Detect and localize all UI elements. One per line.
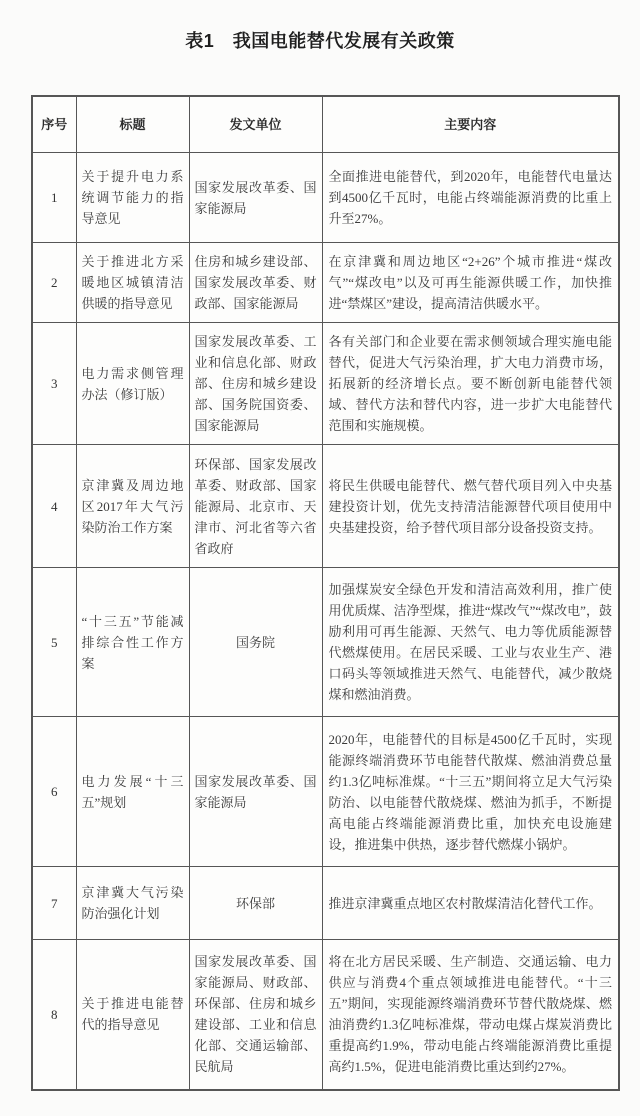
- page-title: 表1 我国电能替代发展有关政策: [185, 31, 455, 51]
- serial-cell: 5: [32, 568, 76, 717]
- table-row: [32, 323, 619, 445]
- content-cell: 加强煤炭安全绿色开发和清洁高效利用，推广使用优质煤、洁净型煤，推进“煤改气”“煤改电”，鼓励利用可再生能源、天然气、电力等优质能源替代燃煤使用。在居民采暖、工业与农业生产、港口码头等领域推进天然气、电能替代，减少散烧煤和燃油消费。: [322, 568, 619, 717]
- content-cell: 2020年，电能替代的目标是4500亿千瓦时，实现能源终端消费环节电能替代散煤、燃油消费总量约1.3亿吨标准煤。“十三五”期间将立足大气污染防治、以电能替代散烧煤、燃油为抓手，不断提高电能占终端能源消费比重，加快充电设施建设，推进集中供热，逐步替代燃煤小锅炉。: [322, 717, 619, 867]
- content-cell: 各有关部门和企业要在需求侧领域合理实施电能替代，促进大气污染治理，扩大电力消费市场，拓展新的经济增长点。要不断创新电能替代领域、替代方法和替代内容，进一步扩大电能替代范围和实施规模。: [322, 323, 619, 445]
- title-cell: 京津冀大气污染防治强化计划: [76, 867, 189, 940]
- header-issuer: 发文单位: [189, 96, 322, 153]
- content-cell: 在京津冀和周边地区“2+26”个城市推进“煤改气”“煤改电”以及可再生能源供暖工作，加快推进“禁煤区”建设，提高清洁供暖水平。: [322, 243, 619, 323]
- content-cell: 全面推进电能替代，到2020年，电能替代电量达到4500亿千瓦时，电能占终端能源消费的比重上升至27%。: [322, 153, 619, 243]
- issuer-cell: 国家发展改革委、国家能源局、财政部、环保部、住房和城乡建设部、工业和信息化部、交通运输部、民航局: [189, 940, 322, 1090]
- serial-cell: 8: [32, 940, 76, 1090]
- issuer-cell: 国务院: [189, 568, 322, 717]
- issuer-cell: 国家发展改革委、国家能源局: [189, 717, 322, 867]
- serial-cell: 6: [32, 717, 76, 867]
- serial-cell: 1: [32, 153, 76, 243]
- content-cell: 推进京津冀重点地区农村散煤清洁化替代工作。: [322, 867, 619, 940]
- title-cell: 京津冀及周边地区2017年大气污染防治工作方案: [76, 445, 189, 568]
- policy-table: [31, 95, 620, 1091]
- issuer-cell: 环保部: [189, 867, 322, 940]
- header-serial: 序号: [32, 96, 76, 153]
- table-row: [32, 445, 619, 568]
- title-cell: 电力发展“十三五”规划: [76, 717, 189, 867]
- header-content: 主要内容: [322, 96, 619, 153]
- content-cell: 将在北方居民采暖、生产制造、交通运输、电力供应与消费4个重点领域推进电能替代。“十三五”期间，实现能源终端消费环节替代散烧煤、燃油消费约1.3亿吨标准煤，带动电煤占煤炭消费比重提高约1.9%，带动电能占终端能源消费比重提高约1.5%，促进电能消费比重达到约27%。: [322, 940, 619, 1090]
- table-row: [32, 243, 619, 323]
- header-title: 标题: [76, 96, 189, 153]
- issuer-cell: 国家发展改革委、工业和信息化部、财政部、住房和城乡建设部、国务院国资委、国家能源局: [189, 323, 322, 445]
- issuer-cell: 住房和城乡建设部、国家发展改革委、财政部、国家能源局: [189, 243, 322, 323]
- table-row: [32, 867, 619, 940]
- title-cell: 关于推进北方采暖地区城镇清洁供暖的指导意见: [76, 243, 189, 323]
- header-row: [32, 96, 619, 153]
- serial-cell: 2: [32, 243, 76, 323]
- title-cell: “十三五”节能减排综合性工作方案: [76, 568, 189, 717]
- title-cell: 关于推进电能替代的指导意见: [76, 940, 189, 1090]
- serial-cell: 3: [32, 323, 76, 445]
- table-row: [32, 568, 619, 717]
- table-row: [32, 940, 619, 1090]
- table-row: [32, 153, 619, 243]
- table-row: [32, 717, 619, 867]
- content-cell: 将民生供暖电能替代、燃气替代项目列入中央基建投资计划，优先支持清洁能源替代项目使用中央基建投资，给予替代项目部分设备投资支持。: [322, 445, 619, 568]
- issuer-cell: 国家发展改革委、国家能源局: [189, 153, 322, 243]
- issuer-cell: 环保部、国家发展改革委、财政部、国家能源局、北京市、天津市、河北省等六省省政府: [189, 445, 322, 568]
- serial-cell: 7: [32, 867, 76, 940]
- title-cell: 电力需求侧管理办法（修订版）: [76, 323, 189, 445]
- serial-cell: 4: [32, 445, 76, 568]
- title-cell: 关于提升电力系统调节能力的指导意见: [76, 153, 189, 243]
